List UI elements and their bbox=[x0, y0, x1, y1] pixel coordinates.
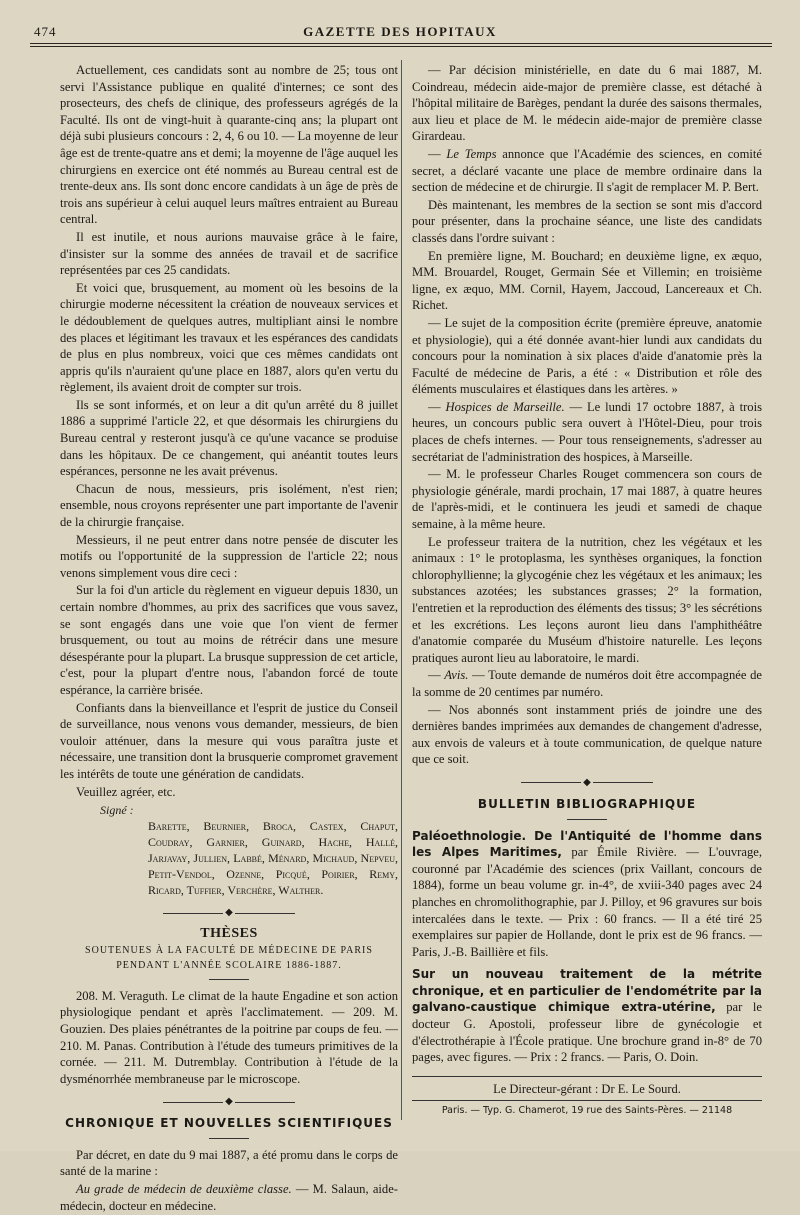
footer-rule bbox=[412, 1076, 762, 1077]
paragraph: Et voici que, brusquement, au moment où les besoins de la chirurgie moderne nécessitent la création de nouveaux services et le dédoublement de quelques autres, multipliant ainsi le nombre des places et légitimant les travaux et les espérances des candidats de plus en plus nombreux, voici que ces mêmes candidats ont appris qu'ils n'auraient qu'une place en 1887, alors qu'en vertu du règlement, ils avaient droit de compter sur trois. bbox=[60, 280, 398, 395]
paragraph: Chacun de nous, messieurs, pris isolément, n'est rien; ensemble, nous croyons représenter une part importante de l'avenir de la chirurgie française. bbox=[60, 481, 398, 530]
paragraph: Il est inutile, et nous aurions mauvaise grâce à le faire, d'insister sur la somme des années de travail et de sacrifice représentées par ces 25 candidats. bbox=[60, 229, 398, 278]
paragraph: — Nos abonnés sont instamment priés de joindre une des dernières bandes imprimées aux demandes de changement d'adresse, aux envois de valeurs et à toute communication, de quelque nature que ce soit. bbox=[412, 702, 762, 767]
paragraph: — M. le professeur Charles Rouget commencera son cours de physiologie générale, mardi prochain, 17 mai 1887, à quatre heures de l'après-midi, et le continuera les jeudi et samedi de chaque semaine, à la même heure. bbox=[412, 467, 762, 532]
short-rule bbox=[567, 819, 607, 820]
paragraph: Confiants dans la bienveillance et l'esprit de justice du Conseil de surveillance, nous venons vous demander, messieurs, de bien vouloir atténuer, dans la mesure qui vous paraîtra juste et nécessaire, une transition dont la brusquerie compromet gravement les intérêts de toute une génération de candidats. bbox=[60, 700, 398, 781]
theses-subtitle: SOUTENUES À LA FACULTÉ DE MÉDECINE DE PARIS bbox=[85, 944, 373, 956]
signatories: Barette, Beurnier, Broca, Castex, Chaput, Coudray, Garnier, Guinard, Hache, Hallé, Jarjavay, Jullien, Labbé, Ménard, Michaud, Nepveu, Petit-Vendol, Ozenne, Picqué, Poirier, Remy, Ricard, Tuffier, Verchère, Walther. bbox=[148, 819, 398, 898]
paragraph: Dès maintenant, les membres de la section se sont mis d'accord pour présenter, dans la prochaine séance, une liste des candidats classés dans l'ordre suivant : bbox=[412, 197, 762, 245]
paragraph: — Par décision ministérielle, en date du 6 mai 1887, M. Coindreau, médecin aide-major de première classe, est détaché à l'hôpital militaire de Barèges, pendant la durée des saisons thermales, aux lieu et place de M. le médecin aide-major de première classe Girardeau. bbox=[412, 63, 762, 144]
page-number: 474 bbox=[34, 24, 57, 39]
printer-line: Paris. — Typ. G. Chamerot, 19 rue des Saints-Pères. — 21148 bbox=[441, 1105, 733, 1117]
paragraph bbox=[60, 1181, 398, 1214]
paragraph: Actuellement, ces candidats sont au nombre de 25; tous ont servi l'Assistance publique en qualité d'internes; ce sont des prosecteurs, des chefs de clinique, des professeurs agrégés de la Faculté. Ils ont de vingt-huit à quarante-cinq ans; la plupart ont déjà subi plusieurs concours : 2, 4, 6 ou 10. — La moyenne de leur âge est de trente-quatre ans et demi; la moyenne de l'âge auquel les chirurgiens en exercice ont été nommés au Bureau central est de trente-deux ans. Ils sont donc encore candidats à un âge de près de trois ans supérieur à celui auquel leurs maîtres entraient au Bureau central. bbox=[60, 63, 398, 227]
director-line: Le Directeur-gérant : Dr E. Le Sourd. bbox=[493, 1081, 681, 1096]
biblio-text: par le docteur G. Apostoli, professeur libre de gynécologie et d'électrothérapie à l'École pratique. Une brochure grand in-8° de 70 pages, avec figures. — Prix : 2 francs. — Paris, O. Doin. bbox=[412, 1000, 762, 1065]
biblio-title: BULLETIN BIBLIOGRAPHIQUE bbox=[477, 796, 697, 811]
page-header bbox=[30, 22, 770, 44]
paragraph: Veuillez agréer, etc. bbox=[76, 784, 176, 799]
biblio-text: par Émile Rivière. — L'ouvrage, couronné par l'Académie des sciences (prix Vaillant, concours de 1884), forme un beau volume gr. in-4°, de xviii-340 pages avec 24 planches en chromolithographie, par J. Pilloy, et 96 gravures sur bois intercalées dans le texte. — Prix : 60 francs. — Il a été tiré 25 exemplaires sur papier de Hollande, dont le prix est de 96 francs. — Paris, J.-B. Baillière et fils. bbox=[412, 845, 762, 959]
biblio-title-bold: Paléoethnologie. De l'Antiquité de l'homme dans les Alpes Maritimes, bbox=[412, 828, 762, 860]
header-rule-double bbox=[30, 46, 772, 47]
footer-rule bbox=[412, 1100, 762, 1101]
paragraph-text: annonce que l'Académie des sciences, en comité secret, a déclaré vacante une place de membre ordinaire dans la section de médecine et de chirurgie. Il s'agit de remplacer M. P. Bert. bbox=[412, 146, 762, 195]
short-rule bbox=[209, 1138, 249, 1139]
paragraph: Le professeur traitera de la nutrition, chez les végétaux et les animaux : 1° le protoplasma, les synthèses organiques, la fonction chlorophyllienne; la glycogénie chez les végétaux et les animaux; les substances azotées; les substances grasses; 2° la formation, l'entretien et la reproduction des éléments des tissus; 3° les sécrétions et les excrétions. Les leçons auront lieu dans l'amphithéâtre d'anatomie comparée du Muséum d'histoire naturelle. Les leçons pratiques auront lieu au laboratoire, le mardi. bbox=[412, 534, 762, 665]
header-rule bbox=[30, 43, 772, 44]
italic-text: Avis. bbox=[444, 668, 469, 683]
italic-text: Hospices de Marseille. bbox=[445, 399, 565, 414]
chronique-title: CHRONIQUE ET NOUVELLES SCIENTIFIQUES bbox=[65, 1116, 393, 1131]
section-ornament: ◆ bbox=[412, 778, 762, 788]
section-ornament: ◆ bbox=[60, 908, 398, 918]
paragraph: Ils se sont informés, et on leur a dit qu'un arrêté du 8 juillet 1886 a supprimé l'article 22, et que désormais les chirurgiens du Bureau central y resteront jusqu'à ce qu'une vacance se produise dans les hôpitaux. De ce changement, qui anéantit toutes leurs espérances, personne ne les avait prévenus. bbox=[60, 397, 398, 479]
biblio-title-bold: Sur un nouveau traitement de la métrite chronique, et en particulier de l'endométrite par la galvano-caustique chimique extra-utérine, bbox=[412, 967, 762, 1015]
theses-title: THÈSES bbox=[200, 926, 258, 942]
journal-title: GAZETTE DES HOPITAUX bbox=[303, 24, 497, 39]
paragraph: Par décret, en date du 9 mai 1887, a été promu dans le corps de santé de la marine : bbox=[60, 1147, 398, 1179]
theses-subtitle-2: PENDANT L'ANNÉE SCOLAIRE 1886-1887. bbox=[116, 959, 342, 971]
biblio-entry bbox=[412, 828, 762, 961]
short-rule bbox=[209, 979, 249, 980]
signature-label: Signé : bbox=[100, 803, 134, 818]
italic-text: Le Temps bbox=[446, 146, 497, 161]
paragraph: — Hospices de Marseille. — Le lundi 17 octobre 1887, à trois heures, un concours public sera ouvert à l'Hôtel-Dieu, pour trois places de chefs internes. — Pour tous renseignements, s'adresser au secrétariat de l'administration des hospices, à Marseille. bbox=[412, 399, 763, 464]
paragraph: Messieurs, il ne peut entrer dans notre pensée de discuter les motifs ou l'opportunité de la suppression de l'article 22; nous venons simplement vous dire ceci : bbox=[60, 532, 398, 580]
paragraph: — Le sujet de la composition écrite (première épreuve, anatomie et physiologie), qui a été donnée avant-hier lundi aux candidats du concours pour la nomination à six places d'aide d'anatomie près la Faculté de médecine de Paris, a été : « Distribution et rôle des éléments musculaires et élastiques dans les artères. » bbox=[412, 315, 762, 397]
paragraph: — Avis. — Toute demande de numéros doit être accompagnée de la somme de 20 centimes par numéro. bbox=[412, 668, 762, 699]
signature-block bbox=[60, 802, 398, 898]
paragraph: Sur la foi d'un article du règlement en vigueur depuis 1830, un certain nombre d'hommes, au prix des sacrifices que vous savez, se sont engagés dans une voie que l'on vient de fermer brusquement, ou tout au moins de rétrécir dans une mesure désespérante pour la plupart. La brusque suppression de cet article, c'est, pour la plupart d'entre nous, l'abandon forcé de toute espérance, la carrière brisée. bbox=[60, 583, 398, 697]
paragraph: — Le Temps annonce que l'Académie des sciences, en comité secret, a déclaré vacante une place de membre ordinaire dans la section de médecine et de chirurgie. Il s'agit de remplacer M. P. Bert. bbox=[412, 146, 762, 195]
column-divider bbox=[401, 60, 402, 1120]
paragraph: En première ligne, M. Bouchard; en deuxième ligne, ex æquo, MM. Brouardel, Rouget, Germain Sée et Villemin; en troisième ligne, ex æquo, MM. Cornil, Hayem, Jaccoud, Lancereaux et Ch. Richet. bbox=[412, 248, 762, 313]
theses-list: 208. M. Veraguth. Le climat de la haute Engadine et son action physiologique pendant et après l'acclimatement. — 209. M. Gouzien. Des plaies pénétrantes de la poitrine par coups de feu. — 210. M. Panas. Contribution à l'étude des tumeurs primitives de la cornée. — 211. M. Dutremblay. Contribution à l'étude de la dysménorrhée membraneuse par le microscope. bbox=[60, 988, 398, 1086]
italic-text: Au grade de médecin de deuxième classe. bbox=[76, 1182, 292, 1197]
left-column bbox=[60, 62, 398, 1215]
biblio-entry bbox=[412, 966, 762, 1066]
right-column bbox=[412, 62, 762, 1120]
paragraph-text: — Le lundi 17 octobre 1887, à trois heures, un concours public sera ouvert à l'Hôtel-Dieu, pour trois places de chefs internes. — Pour tous renseignements, s'adresser au secrétariat de l'administration des hospices, à Marseille. bbox=[412, 399, 763, 464]
section-ornament: ◆ bbox=[60, 1097, 398, 1107]
paragraph-text: — Toute demande de numéros doit être accompagnée de la somme de 20 centimes par numéro. bbox=[412, 668, 762, 699]
paragraph-text: — M. Salaun, aide-médecin, docteur en médecine. bbox=[60, 1182, 398, 1213]
